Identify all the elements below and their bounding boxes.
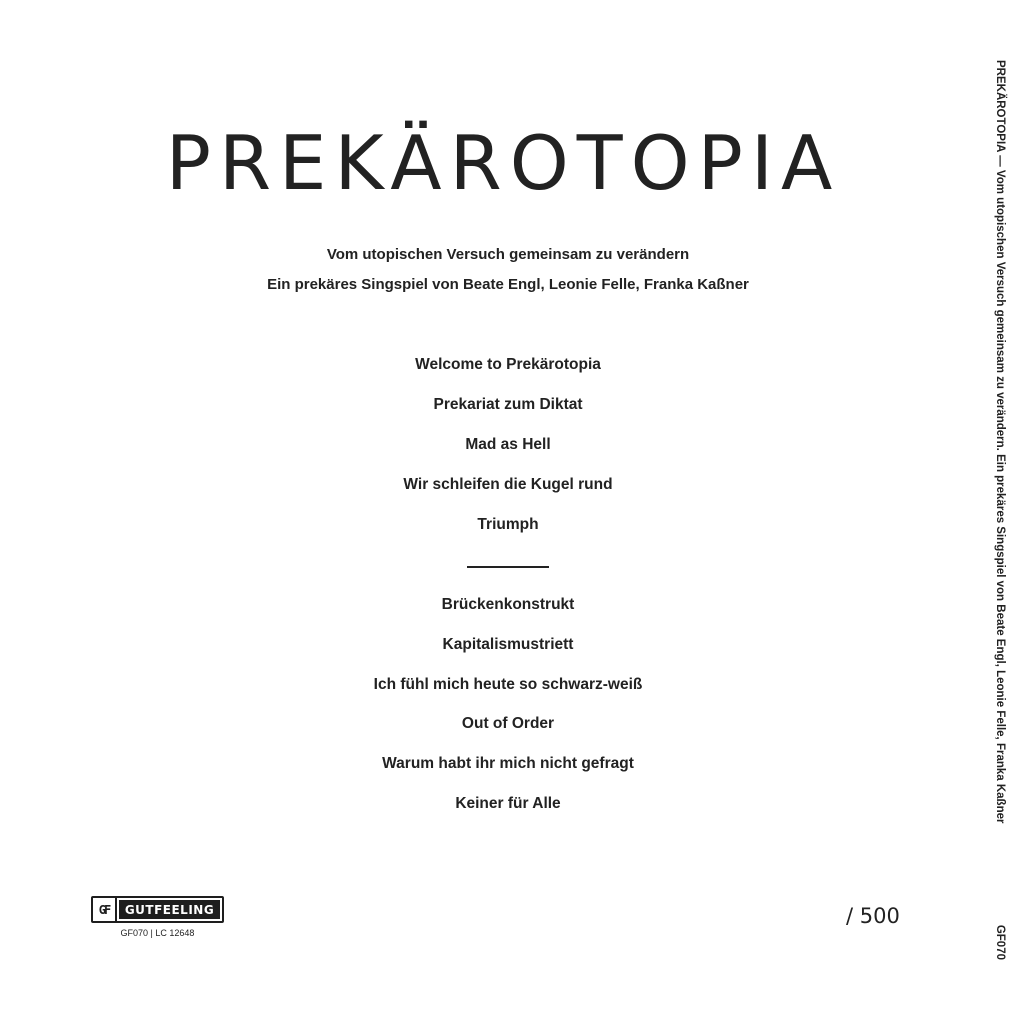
- gutfeeling-logo: [91, 896, 224, 923]
- album-title: PREKÄROTOPIA: [165, 119, 841, 207]
- track-item: Keiner für Alle: [455, 795, 561, 812]
- logo-text: GUTFEELING: [119, 900, 220, 919]
- spine-catalog: GF070: [994, 924, 1006, 960]
- track-item: Out of Order: [461, 715, 555, 732]
- spine-text-row: [985, 60, 1015, 960]
- side-divider: [467, 566, 549, 568]
- track-item: Prekariat zum Diktat: [433, 396, 583, 413]
- track-item: Mad as Hell: [465, 436, 551, 453]
- track-item: Kapitalismustriett: [442, 636, 574, 653]
- spine: [985, 60, 1015, 960]
- track-item: Triumph: [477, 516, 539, 533]
- track-item: Brückenkonstrukt: [441, 596, 575, 613]
- spine-title: PREKÄROTOPIA — Vom utopischen Versuch gemeinsam zu verändern. Ein prekäres Singspiel von Beate Engl, Leonie Felle, Franka Kaßner: [994, 60, 1006, 824]
- track-item: Welcome to Prekärotopia: [415, 356, 601, 373]
- subtitle-line-2: Ein prekäres Singspiel von Beate Engl, Leonie Felle, Franka Kaßner: [267, 276, 749, 293]
- track-item: Ich fühl mich heute so schwarz-weiß: [373, 676, 643, 693]
- logo-mark: GF: [93, 898, 117, 921]
- track-item: Wir schleifen die Kugel rund: [403, 476, 613, 493]
- edition-number: / 500: [846, 904, 900, 928]
- catalog-number: GF070 | LC 12648: [120, 928, 195, 938]
- track-item: Warum habt ihr mich nicht gefragt: [382, 755, 634, 772]
- subtitle-line-1: Vom utopischen Versuch gemeinsam zu verändern: [326, 246, 690, 263]
